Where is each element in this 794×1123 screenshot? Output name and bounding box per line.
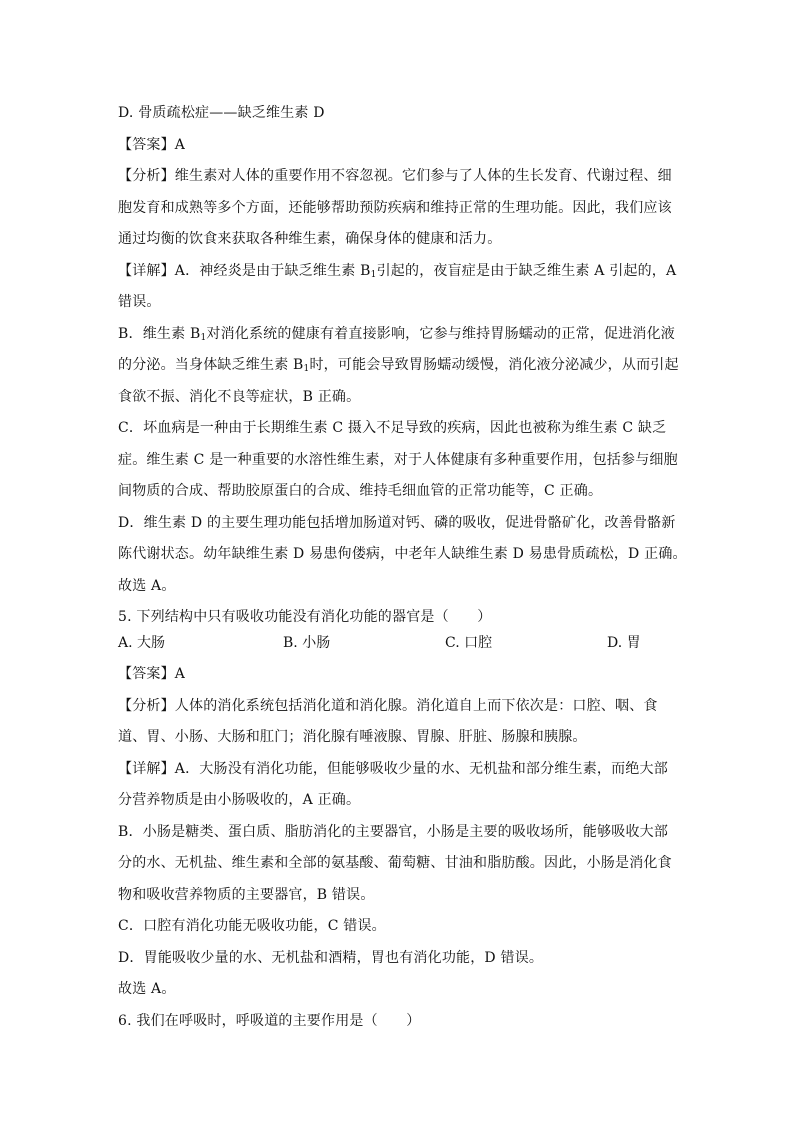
text-segment: 引起的，夜盲症是由于缺乏维生素 A 引起的，A [376,262,677,279]
q5-answer: 【答案】A [118,666,186,682]
q4-detail-c-line: C．坏血病是一种由于长期维生素 C 摄入不足导致的疾病，因此也被称为维生素 C 缺乏 [118,420,667,436]
q4-conclusion: 故选 A。 [118,577,176,594]
q5-analysis-line: 道、胃、小肠、大肠和肛门；消化腺有唾液腺、胃腺、肝脏、肠腺和胰腺。 [118,729,587,745]
q4-analysis-line: 通过均衡的饮食来获取各种维生素，确保身体的健康和活力。 [118,231,502,247]
q5-detail-b-line: 分的水、无机盐、维生素和全部的氨基酸、葡萄糖、甘油和脂肪酸。因此，小肠是消化食 [118,855,672,871]
q5-detail-d-line: D．胃能吸收少量的水、无机盐和酒精，胃也有消化功能，D 错误。 [118,949,544,966]
subscript: 1 [370,269,377,280]
q5-option-a: A. 大肠 [118,635,166,651]
q5-stem: 5. 下列结构中只有吸收功能没有消化功能的器官是（ ） [118,609,492,625]
q5-detail-b-line: 物和吸收营养物质的主要器官，B 错误。 [118,886,375,903]
q4-detail-d-line: D．维生素 D 的主要生理功能包括增加肠道对钙、磷的吸收，促进骨骼矿化，改善骨骼新 [118,514,676,531]
text-segment: 时，可能会导致胃肠蠕动缓慢，消化液分泌减少，从而引起 [309,357,679,373]
text-segment: 【详解】A．神经炎是由于缺乏维生素 B [118,262,371,279]
q5-options [118,628,678,660]
q4-detail-a-line: 错误。 [118,294,161,310]
text-segment: 对消化系统的健康有着直接影响，它参与维持胃肠蠕动的正常，促进消化液 [206,325,675,342]
q5-detail-b-line: B．小肠是糖类、蛋白质、脂肪消化的主要器官，小肠是主要的吸收场所，能够吸收大部 [118,823,669,840]
subscript: 1 [200,332,207,343]
q4-detail-d-line: 陈代谢状态。幼年缺维生素 D 易患佝偻病，中老年人缺维生素 D 易患骨质疏松，D 正确。 [118,546,687,562]
q5-conclusion: 故选 A。 [118,981,176,997]
q5-detail-a-line: 【详解】A．大肠没有消化功能，但能够吸收少量的水、无机盐和部分维生素，而绝大部 [118,760,668,777]
subscript: 1 [303,364,310,374]
q5-option-c: C. 口腔 [445,635,493,651]
q4-detail-b-line [118,319,678,351]
q4-detail-a-line [118,256,678,288]
q5-analysis-line: 【分析】人体的消化系统包括消化道和消化腺。消化道自上而下依次是：口腔、咽、食 [118,697,658,714]
q4-detail-b-line [118,350,678,382]
q4-analysis-line: 胞发育和成熟等多个方面，还能够帮助预防疾病和维持正常的生理功能。因此，我们应该 [118,199,672,216]
q4-detail-b-line: 食欲不振、消化不良等症状，B 正确。 [118,388,361,405]
text-segment: B．维生素 B [118,325,201,342]
q4-detail-c-line: 症。维生素 C 是一种重要的水溶性维生素，对于人体健康有多种重要作用，包括参与细胞 [118,451,678,468]
text-segment: 的分泌。当身体缺乏维生素 B [118,357,304,373]
q4-answer: 【答案】A [118,136,186,153]
q5-option-b: B. 小肠 [283,635,331,651]
q5-detail-a-line: 分营养物质是由小肠吸收的，A 正确。 [118,792,361,808]
q5-detail-c-line: C．口腔有消化功能无吸收功能，C 错误。 [118,918,386,934]
q6-stem: 6. 我们在呼吸时，呼吸道的主要作用是（ ） [118,1012,421,1029]
question-5-solution [118,659,678,1037]
question-4-solution [118,98,687,634]
q4-analysis-line: 【分析】维生素对人体的重要作用不容忽视。它们参与了人体的生长发育、代谢过程、细 [118,168,672,184]
q5-option-d: D. 胃 [607,635,641,651]
previous-option-d: D. 骨质疏松症——缺乏维生素 D [118,105,325,121]
q4-detail-c-line: 间物质的合成、帮助胶原蛋白的合成、维持毛细血管的正常功能等，C 正确。 [118,483,603,499]
